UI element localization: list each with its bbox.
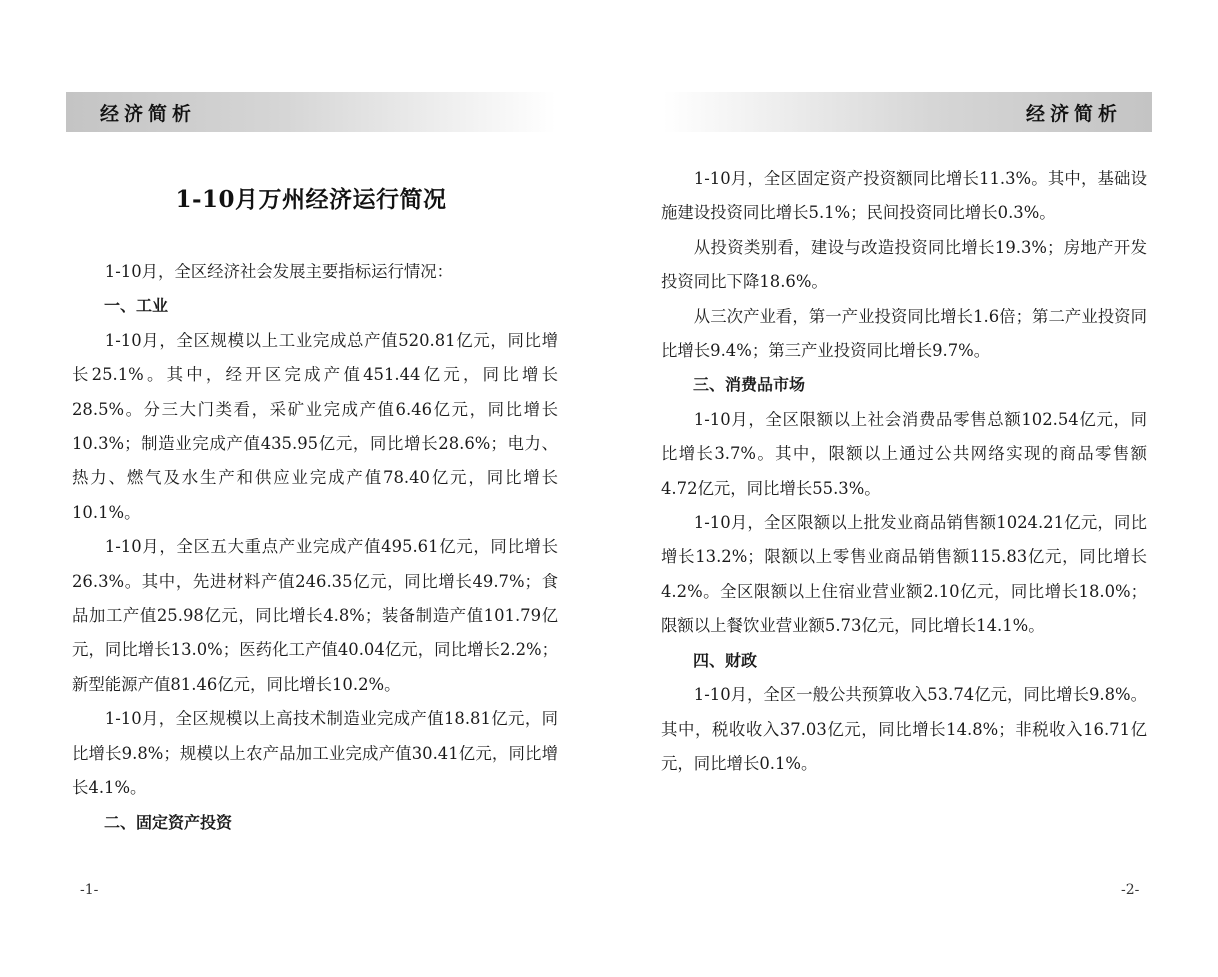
article-title: 1-10月万州经济运行简况 bbox=[175, 186, 447, 213]
running-header bbox=[66, 92, 556, 132]
paragraph-key-industries: 1-10月，全区五大重点产业完成产值495.61亿元，同比增长26.3%。其中，先进材料产值246.35亿元，同比增长49.7%；食品加工产值25.98亿元，同比增长4.8%；装备制造产值101.79亿元，同比增长13.0%；医药化工产值40.04亿元，同比增长2.2%；新型能源产值81.46亿元，同比增长10.2%。 bbox=[72, 537, 558, 694]
left-column-body bbox=[72, 255, 558, 840]
intro-paragraph: 1-10月，全区经济社会发展主要指标运行情况： bbox=[104, 262, 454, 281]
section-heading-industry: 一、工业 bbox=[104, 296, 169, 316]
paragraph-industry-sectors: 从三次产业看，第一产业投资同比增长1.6倍；第二产业投资同比增长9.4%；第三产业投资同比增长9.7%。 bbox=[661, 306, 1147, 361]
running-header bbox=[663, 92, 1152, 132]
paragraph-investment-category: 从投资类别看，建设与改造投资同比增长19.3%；房地产开发投资同比下降18.6%。 bbox=[661, 237, 1147, 292]
section-heading-consumer-market: 三、消费品市场 bbox=[693, 375, 806, 395]
page-number: -1- bbox=[80, 882, 99, 898]
page-number: -2- bbox=[1121, 882, 1140, 898]
right-page bbox=[609, 0, 1218, 977]
section-heading-finance: 四、财政 bbox=[693, 650, 758, 670]
paragraph-wholesale-retail: 1-10月，全区限额以上批发业商品销售额1024.21亿元，同比增长13.2%；限额以上零售业商品销售额115.83亿元，同比增长4.2%。全区限额以上住宿业营业额2.10亿元，同比增长18.0%；限额以上餐饮业营业额5.73亿元，同比增长14.1%。 bbox=[661, 513, 1147, 636]
paragraph-retail-sales: 1-10月，全区限额以上社会消费品零售总额102.54亿元，同比增长3.7%。其中，限额以上通过公共网络实现的商品零售额4.72亿元，同比增长55.3%。 bbox=[661, 409, 1147, 498]
running-header-title: 经济简析 bbox=[100, 102, 197, 125]
paragraph-industrial-output: 1-10月，全区规模以上工业完成总产值520.81亿元，同比增长25.1%。其中，经开区完成产值451.44亿元，同比增长28.5%。分三大门类看，采矿业完成产值6.46亿元，同比增长10.3%；制造业完成产值435.95亿元，同比增长28.6%；电力、热力、燃气及水生产和供应业完成产值78.40亿元，同比增长10.1%。 bbox=[72, 330, 558, 522]
paragraph-fixed-investment: 1-10月，全区固定资产投资额同比增长11.3%。其中，基础设施建设投资同比增长5.1%；民间投资同比增长0.3%。 bbox=[661, 169, 1147, 223]
paragraph-budget-revenue: 1-10月，全区一般公共预算收入53.74亿元，同比增长9.8%。其中，税收收入37.03亿元，同比增长14.8%；非税收入16.71亿元，同比增长0.1%。 bbox=[661, 685, 1147, 773]
section-heading-investment: 二、固定资产投资 bbox=[104, 812, 233, 832]
right-column-body bbox=[661, 162, 1147, 781]
paragraph-high-tech: 1-10月，全区规模以上高技术制造业完成产值18.81亿元，同比增长9.8%；规模以上农产品加工业完成产值30.41亿元，同比增长4.1%。 bbox=[72, 709, 558, 798]
running-header-title: 经济简析 bbox=[1025, 102, 1122, 125]
